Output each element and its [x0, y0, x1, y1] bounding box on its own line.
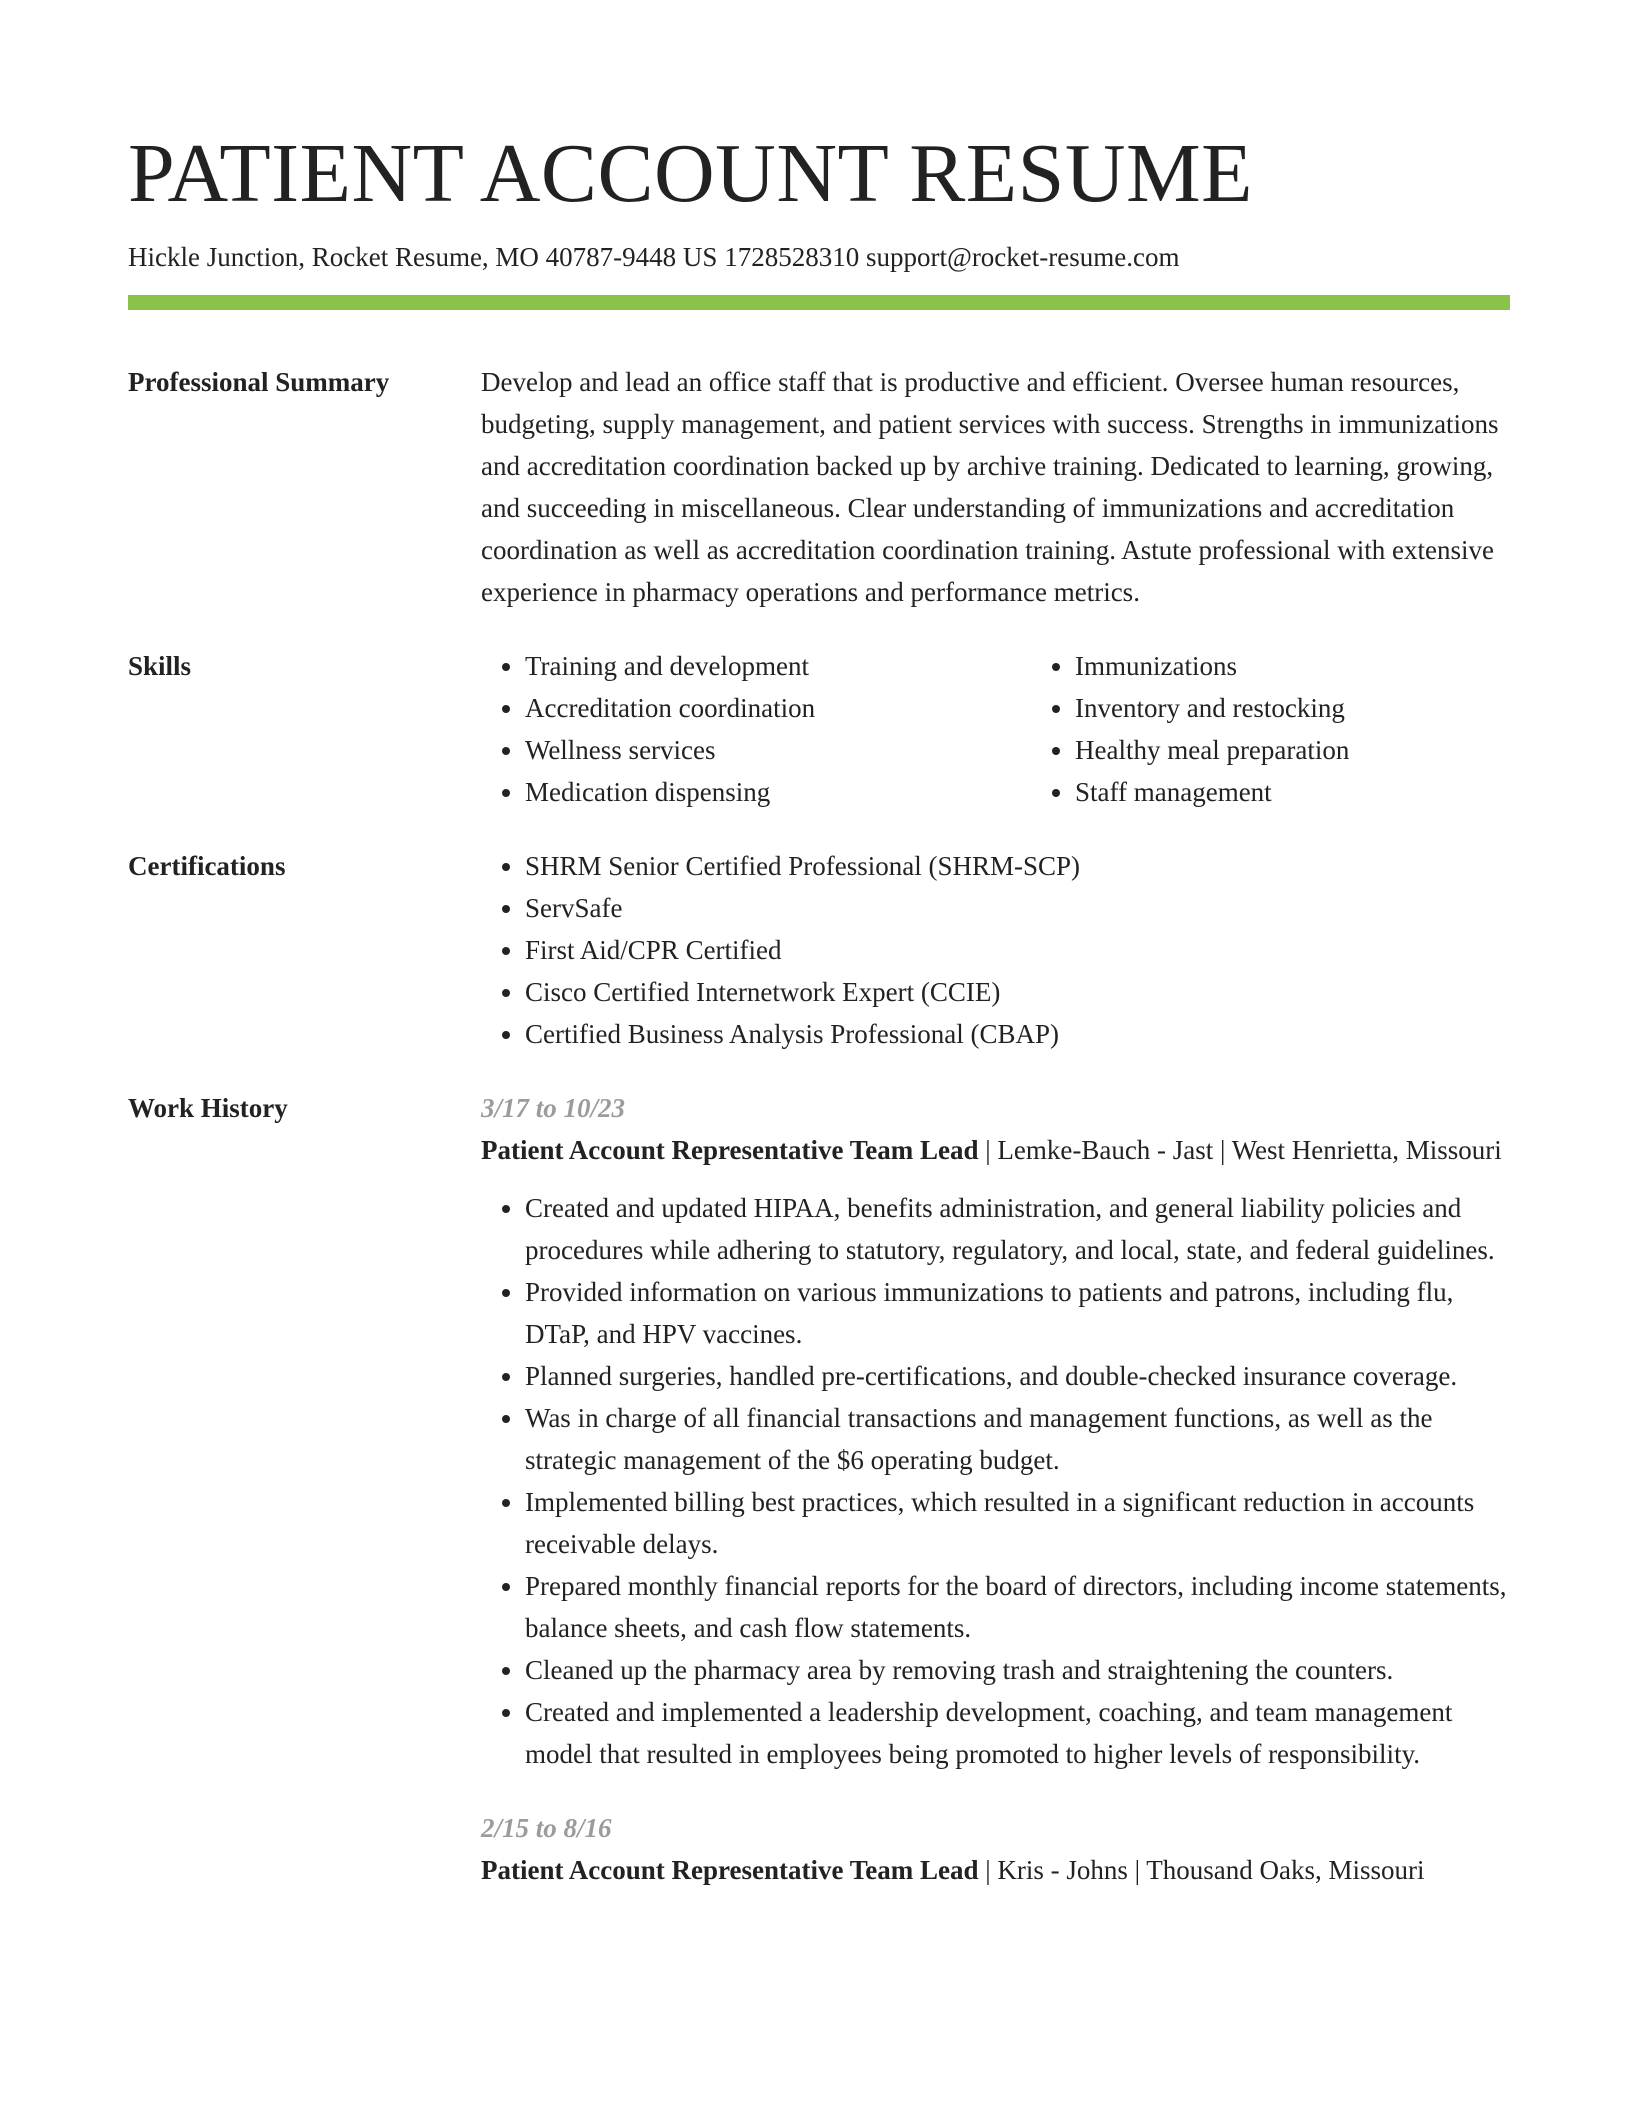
- job-heading: [481, 1849, 1510, 1891]
- job-duty-item: • Planned surgeries, handled pre-certifications, and double-checked insurance coverage.: [525, 1355, 1510, 1397]
- work-history-section: [128, 1087, 1510, 1891]
- certification-item: • ServSafe: [525, 887, 1510, 929]
- job-duty-item: • Created and updated HIPAA, benefits administration, and general liability policies and procedures while adhering to statutory, regulatory, and local, state, and federal guidelines.: [525, 1187, 1510, 1271]
- skill-item: • Medication dispensing: [525, 771, 1031, 813]
- job-title: Patient Account Representative Team Lead: [481, 1855, 979, 1886]
- job-duty-item: • Was in charge of all financial transactions and management functions, as well as the strategic management of the $6 operating budget.: [525, 1397, 1510, 1481]
- skill-item: • Training and development: [525, 645, 1031, 687]
- skills-section: [128, 645, 1510, 813]
- job-employer-location: | Kris - Johns | Thousand Oaks, Missouri: [978, 1855, 1425, 1886]
- job-title: Patient Account Representative Team Lead: [481, 1135, 979, 1166]
- certification-item: • SHRM Senior Certified Professional (SHRM-SCP): [525, 845, 1510, 887]
- section-title-summary: Professional Summary: [128, 367, 390, 398]
- work-history-body: [481, 1087, 1510, 1891]
- summary-text: Develop and lead an office staff that is productive and efficient. Oversee human resources, budgeting, supply management, and patient services with success. Strengths in immunizations and accreditation coordination backed up by archive training. Dedicated to learning, growing, and succeeding in miscellaneous. Clear understanding of immunizations and accreditation coordination as well as accreditation coordination training. Astute professional with extensive experience in pharmacy operations and performance metrics.: [481, 367, 1499, 608]
- job-duty-item: • Cleaned up the pharmacy area by removing trash and straightening the counters.: [525, 1649, 1510, 1691]
- resume-page: [128, 120, 1510, 1891]
- job-entry: [481, 1087, 1510, 1775]
- resume-title: PATIENT ACCOUNT RESUME: [128, 127, 1253, 220]
- job-duty-item: • Provided information on various immunizations to patients and patrons, including flu, DTaP, and HPV vaccines.: [525, 1271, 1510, 1355]
- job-duties-list: [481, 1187, 1510, 1775]
- summary-section: [128, 361, 1510, 613]
- skills-grid: [481, 645, 1581, 813]
- contact-email: support@rocket-resume.com: [865, 242, 1180, 272]
- contact-phone: 1728528310: [724, 242, 860, 272]
- certifications-section: [128, 845, 1510, 1055]
- skills-list-left: [481, 645, 1031, 813]
- job-dates: 3/17 to 10/23: [481, 1093, 626, 1124]
- job-duty-item: • Prepared monthly financial reports for the board of directors, including income statements, balance sheets, and cash flow statements.: [525, 1565, 1510, 1649]
- contact-line: [128, 240, 1510, 275]
- skill-item: • Staff management: [1075, 771, 1581, 813]
- skills-list-right: [1031, 645, 1581, 813]
- job-entry: [481, 1807, 1510, 1891]
- job-dates: 2/15 to 8/16: [481, 1813, 612, 1844]
- certifications-list: [481, 845, 1510, 1055]
- contact-address: Hickle Junction, Rocket Resume, MO 40787-9448 US: [128, 242, 718, 272]
- certification-item: • First Aid/CPR Certified: [525, 929, 1510, 971]
- section-title-certifications: Certifications: [128, 851, 286, 882]
- skill-item: • Immunizations: [1075, 645, 1581, 687]
- certification-item: • Certified Business Analysis Professional (CBAP): [525, 1013, 1510, 1055]
- job-employer-location: | Lemke-Bauch - Jast | West Henrietta, Missouri: [978, 1135, 1502, 1166]
- skill-item: • Inventory and restocking: [1075, 687, 1581, 729]
- skill-item: • Healthy meal preparation: [1075, 729, 1581, 771]
- skill-item: • Wellness services: [525, 729, 1031, 771]
- job-heading: [481, 1129, 1510, 1171]
- section-title-work-history: Work History: [128, 1093, 288, 1124]
- section-title-skills: Skills: [128, 651, 192, 682]
- accent-divider: [128, 295, 1510, 310]
- job-duty-item: • Implemented billing best practices, which resulted in a significant reduction in accounts receivable delays.: [525, 1481, 1510, 1565]
- certification-item: • Cisco Certified Internetwork Expert (CCIE): [525, 971, 1510, 1013]
- certifications-body: [481, 845, 1510, 1055]
- job-duty-item: • Created and implemented a leadership development, coaching, and team management model that resulted in employees being promoted to higher levels of responsibility.: [525, 1691, 1510, 1775]
- skills-body: [481, 645, 1581, 813]
- skill-item: • Accreditation coordination: [525, 687, 1031, 729]
